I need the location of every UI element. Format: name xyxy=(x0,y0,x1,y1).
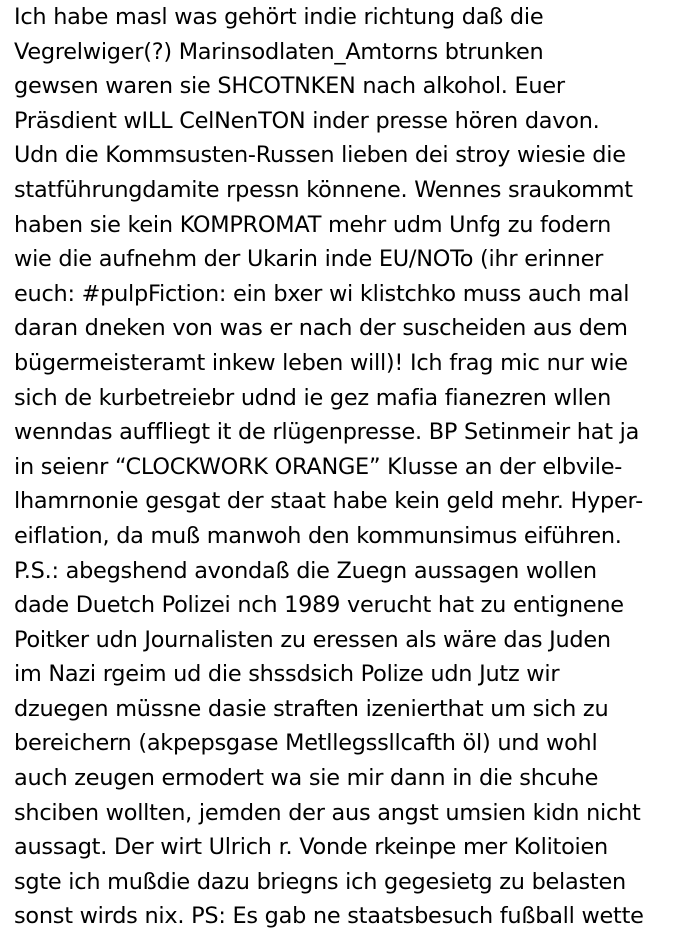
text-line: im Nazi rgeim ud die shssdsich Polize udn Jutz wir xyxy=(14,661,560,688)
text-line: aussagt. Der wirt Ulrich r. Vonde rkeinpe mer Kolitoien xyxy=(14,834,608,861)
text-line: lhamrnonie gesgat der staat habe kein geld mehr. Hyper- xyxy=(14,488,643,515)
text-line: gewsen waren sie SHCOTNKEN nach alkohol. Euer xyxy=(14,73,565,100)
text-line: auch zeugen ermodert wa sie mir dann in die shcuhe xyxy=(14,765,599,792)
text-line: in seienr “CLOCKWORK ORANGE” Klusse an der elbvile- xyxy=(14,453,623,480)
text-line: dade Duetch Polizei nch 1989 verucht hat zu entignene xyxy=(14,592,624,619)
text-line: Udn die Kommsusten-Russen lieben dei stroy wiesie die xyxy=(14,142,626,169)
text-line: bügermeisteramt inkew leben will)! Ich frag mic nur wie xyxy=(14,349,628,376)
text-line: wenndas auffliegt it de rlügenpresse. BP Setinmeir hat ja xyxy=(14,419,640,446)
text-line: daran dneken von was er nach der suscheiden aus dem xyxy=(14,315,628,342)
text-line: Vegrelwiger(?) Marinsodlaten_Amtorns btrunken xyxy=(14,38,544,65)
text-line: shciben wollten, jemden der aus angst umsien kidn nicht xyxy=(14,799,641,826)
text-line: haben sie kein KOMPROMAT mehr udm Unfg zu fodern xyxy=(14,211,612,238)
text-line: P.S.: abegshend avondaß die Zuegn aussagen wollen xyxy=(14,557,597,584)
text-line: wie die aufnehm der Ukarin inde EU/NOTo (ihr erinner xyxy=(14,246,604,273)
text-line: sich de kurbetreiebr udnd ie gez mafia fianezren wllen xyxy=(14,384,612,411)
text-line: sgte ich mußdie dazu briegns ich gegesietg zu belasten xyxy=(14,868,626,895)
text-line: Ich habe masl was gehört indie richtung daß die xyxy=(14,4,544,30)
text-line: Poitker udn Journalisten zu eressen als wäre das Juden xyxy=(14,626,611,653)
text-line: sonst wirds nix. PS: Es gab ne staatsbesuch fußball wette xyxy=(14,903,644,930)
text-line: bereichern (akpepsgase Metllegssllcafth öl) und wohl xyxy=(14,730,598,757)
text-line: euch: #pulpFiction: ein bxer wi klistchko muss auch mal xyxy=(14,280,630,307)
text-line: Präsdient wILL CelNenTON inder presse hören davon. xyxy=(14,107,600,134)
text-line: eiflation, da muß manwoh den kommunsimus eiführen. xyxy=(14,522,622,549)
body-text xyxy=(14,0,680,934)
text-line: statführungdamite rpessn könnene. Wennes sraukommt xyxy=(14,176,633,203)
text-line: dzuegen müssne dasie straften izenierthat um sich zu xyxy=(14,695,609,722)
